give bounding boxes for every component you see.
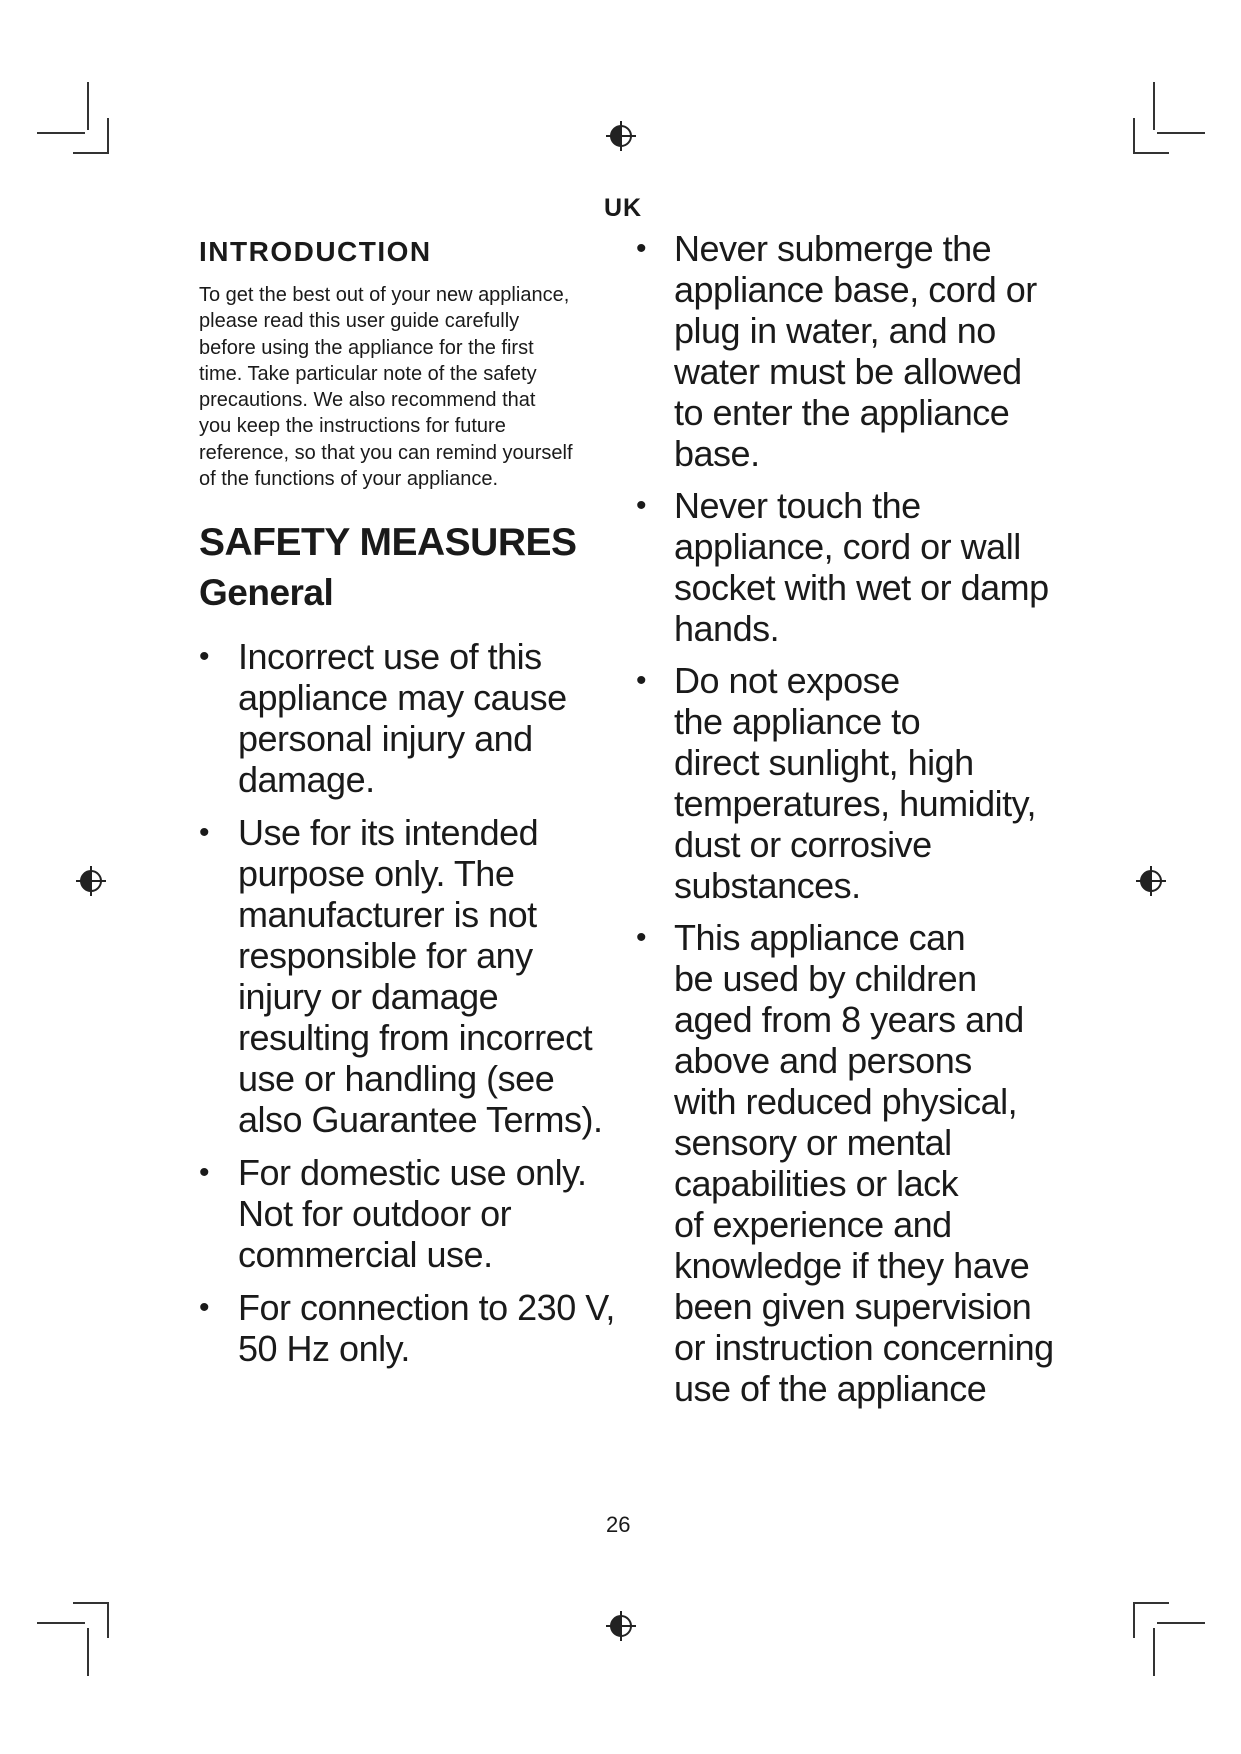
list-item-text: For connection to 230 V, 50 Hz only. (238, 1287, 615, 1370)
bullet-icon: • (199, 640, 210, 674)
registration-mark-icon (76, 866, 106, 896)
page-number: 26 (606, 1512, 631, 1537)
crop-mark (1153, 82, 1155, 130)
bullet-icon: • (636, 232, 647, 265)
crop-mark (107, 118, 109, 154)
list-item-text: For domestic use only. Not for outdoor or commercial use. (238, 1152, 587, 1276)
list-item-text: Incorrect use of this appliance may cause personal injury and damage. (238, 636, 567, 801)
list-item (636, 485, 1106, 649)
crop-mark (1133, 1602, 1135, 1638)
list-item-text: Use for its intended purpose only. The manufacturer is not responsible for any injury or damage resulting from incorrect use or handling (see also Guarantee Terms). (238, 812, 603, 1141)
language-code: UK (604, 194, 643, 222)
registration-mark-icon (606, 121, 636, 151)
bullet-icon: • (636, 489, 647, 522)
list-item (199, 1152, 639, 1275)
general-subheading: General (199, 572, 334, 614)
crop-mark (1133, 152, 1169, 154)
crop-mark (73, 152, 109, 154)
bullet-icon: • (199, 1156, 210, 1190)
list-item (199, 636, 639, 800)
list-item-text: Never touch the appliance, cord or wall socket with wet or damp hands. (674, 485, 1049, 649)
list-item-text: Do not expose the appliance to direct sunlight, high temperatures, humidity, dust or corrosive substances. (674, 660, 1036, 906)
crop-mark (107, 1602, 109, 1638)
crop-mark (1157, 132, 1205, 134)
crop-mark (1133, 1602, 1169, 1604)
bullet-icon: • (636, 664, 647, 697)
crop-mark (1153, 1628, 1155, 1676)
list-item-text: This appliance can be used by children aged from 8 years and above and persons with reduced physical, sensory or mental capabilities or lack of experience and knowledge if they have been given supervision or instruction concerning use of the appliance (674, 917, 1054, 1409)
crop-mark (37, 132, 85, 134)
left-column (199, 236, 639, 1381)
crop-mark (87, 1628, 89, 1676)
right-column (636, 228, 1106, 1420)
crop-mark (1157, 1622, 1205, 1624)
left-bullet-list (199, 636, 639, 1369)
right-bullet-list (636, 228, 1106, 1409)
list-item (636, 917, 1106, 1409)
crop-mark (87, 82, 89, 130)
crop-mark (73, 1602, 109, 1604)
bullet-icon: • (199, 816, 210, 850)
registration-mark-icon (1136, 866, 1166, 896)
list-item-text: Never submerge the appliance base, cord or plug in water, and no water must be allowed to enter the appliance base. (674, 228, 1037, 474)
bullet-icon: • (199, 1291, 210, 1325)
registration-mark-icon (606, 1611, 636, 1641)
list-item (636, 660, 1106, 906)
list-item (636, 228, 1106, 474)
bullet-icon: • (636, 921, 647, 954)
crop-mark (37, 1622, 85, 1624)
introduction-heading: INTRODUCTION (199, 236, 432, 267)
safety-measures-heading: SAFETY MEASURES (199, 521, 577, 565)
introduction-text: To get the best out of your new appliance, please read this user guide carefully before using the appliance for the first time. Take particular note of the safety precautions. We also recommend that you keep the instructions for future reference, so that you can remind yourself of the functions of your appliance. (199, 284, 573, 491)
list-item (199, 1287, 639, 1369)
list-item (199, 812, 639, 1140)
crop-mark (1133, 118, 1135, 154)
